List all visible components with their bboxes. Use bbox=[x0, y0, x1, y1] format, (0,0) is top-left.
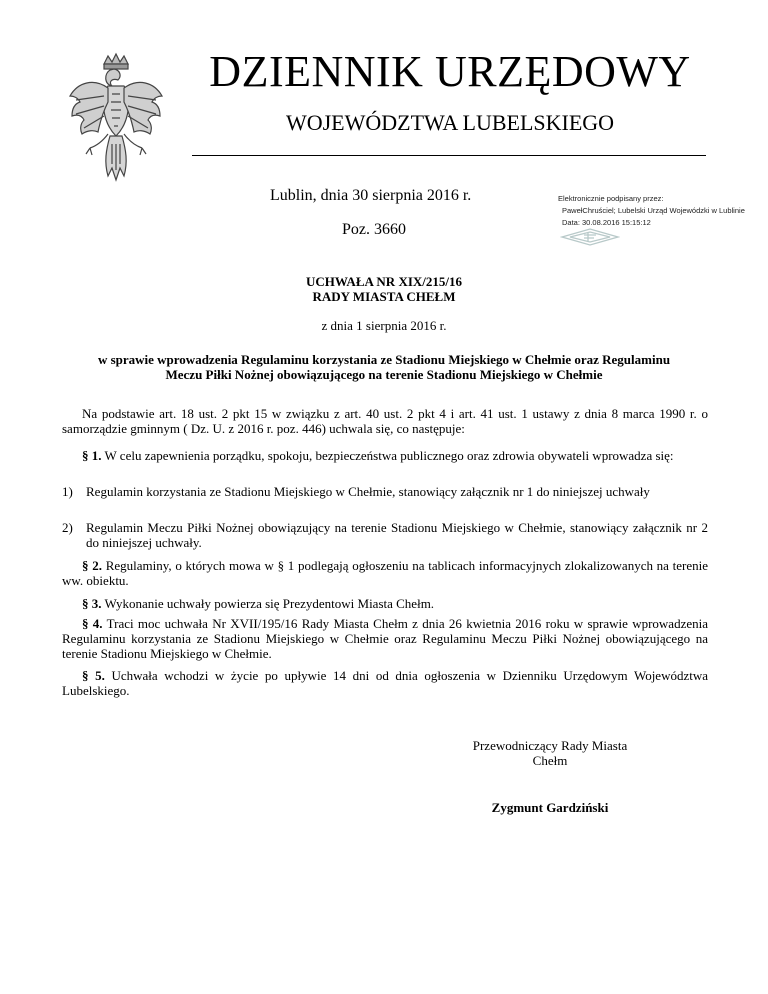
header-rule bbox=[192, 155, 706, 156]
journal-subtitle: WOJEWÓDZTWA LUBELSKIEGO bbox=[285, 110, 615, 135]
list-item-1-text: Regulamin korzystania ze Stadionu Miejskiego w Chełmie, stanowiący załącznik nr 1 do niniejszej uchwały bbox=[86, 484, 650, 499]
section-2 bbox=[62, 558, 708, 588]
signature-stamp-line3: Data: 30.08.2016 15:15:12 bbox=[562, 218, 651, 227]
section-1 bbox=[62, 448, 708, 463]
section-2-mark: § 2. bbox=[82, 558, 102, 573]
section-4-mark: § 4. bbox=[82, 616, 103, 631]
preamble-text: Na podstawie art. 18 ust. 2 pkt 15 w związku z art. 40 ust. 2 pkt 4 i art. 41 ust. 1 ustawy z dnia 8 marca 1990 r. o samorządzie gminnym ( Dz. U. z 2016 r. poz. 446) uchwala się, co następuje: bbox=[62, 406, 708, 436]
section-1-mark: § 1. bbox=[82, 448, 102, 463]
electronic-signature-stamp bbox=[558, 193, 745, 229]
list-item-2-number: 2) bbox=[62, 520, 73, 535]
signature-stamp-line2: PawełChruściel; Lubelski Urząd Wojewódzki w Lublinie bbox=[562, 206, 745, 215]
section-3-mark: § 3. bbox=[82, 596, 102, 611]
signature-logo-icon bbox=[560, 228, 620, 246]
section-4 bbox=[62, 616, 708, 661]
section-5-text: Uchwała wchodzi w życie po upływie 14 dni od dnia ogłoszenia w Dzienniku Urzędowym Województwa Lubelskiego. bbox=[62, 668, 709, 698]
section-2-text: Regulaminy, o których mowa w § 1 podlegają ogłoszeniu na tablicach informacyjnych zlokalizowanych na terenie ww. obiektu. bbox=[62, 558, 709, 588]
signatory-role-line2: Chełm bbox=[532, 753, 568, 768]
list-item bbox=[62, 520, 708, 550]
act-date: z dnia 1 sierpnia 2016 r. bbox=[321, 318, 447, 333]
list-item-2-text: Regulamin Meczu Piłki Nożnej obowiązujący na terenie Stadionu Miejskiego w Chełmie, stanowiący załącznik nr 2 do niniejszej uchwały. bbox=[86, 520, 708, 550]
signatory-role-line1: Przewodniczący Rady Miasta bbox=[472, 738, 628, 753]
journal-title: DZIENNIK URZĘDOWY bbox=[209, 47, 691, 96]
publication-date: Lublin, dnia 30 sierpnia 2016 r. bbox=[270, 187, 472, 204]
section-1-text: W celu zapewnienia porządku, spokoju, bezpieczeństwa publicznego oraz zdrowia obywateli wprowadza się: bbox=[104, 448, 674, 463]
act-title bbox=[0, 274, 768, 304]
preamble-paragraph bbox=[62, 406, 708, 436]
section-5-mark: § 5. bbox=[82, 668, 105, 683]
act-subject-line2: Meczu Piłki Nożnej obowiązującego na terenie Stadionu Miejskiego w Chełmie bbox=[165, 367, 603, 382]
act-subject bbox=[0, 352, 768, 382]
act-subject-line1: w sprawie wprowadzenia Regulaminu korzystania ze Stadionu Miejskiego w Chełmie oraz Regulaminu bbox=[97, 352, 671, 367]
list-item-1-number: 1) bbox=[62, 484, 73, 499]
act-title-line2: RADY MIASTA CHEŁM bbox=[312, 289, 456, 304]
section-5 bbox=[62, 668, 708, 698]
list-item bbox=[62, 484, 708, 499]
eagle-emblem-icon bbox=[64, 52, 168, 188]
act-title-line1: UCHWAŁA NR XIX/215/16 bbox=[305, 274, 462, 289]
position-number: Poz. 3660 bbox=[342, 221, 406, 238]
signatory-name: Zygmunt Gardziński bbox=[491, 800, 609, 815]
section-4-text: Traci moc uchwała Nr XVII/195/16 Rady Miasta Chełm z dnia 26 kwietnia 2016 roku w sprawie wprowadzenia Regulaminu korzystania ze Stadionu Miejskiego w Chełmie oraz Regulaminu Meczu Piłki Nożnej obowiązującego na terenie Stadionu Miejskiego w Chełmie. bbox=[62, 616, 708, 661]
section-3-text: Wykonanie uchwały powierza się Prezydentowi Miasta Chełm. bbox=[104, 596, 435, 611]
section-3 bbox=[62, 596, 708, 611]
signatory-role bbox=[420, 738, 680, 768]
signature-stamp-line1: Elektronicznie podpisany przez: bbox=[558, 194, 664, 203]
